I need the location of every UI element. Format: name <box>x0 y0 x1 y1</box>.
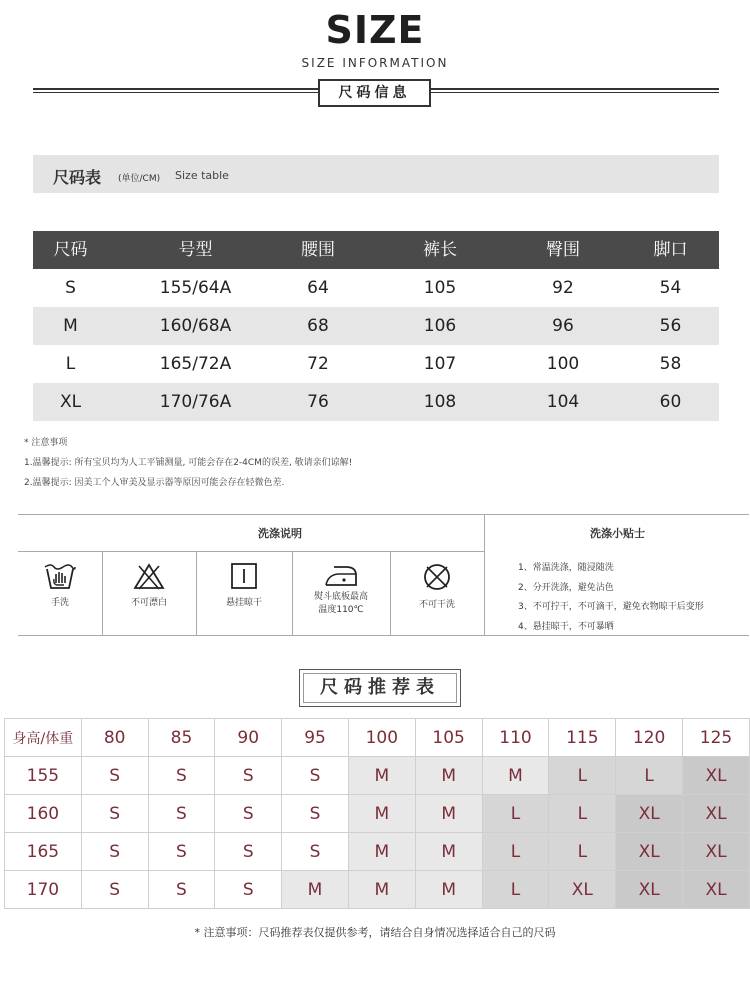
size-cell: L <box>549 795 616 833</box>
header-cell: 臀围 <box>546 240 580 260</box>
height-cell: 165 <box>5 833 82 871</box>
header-cell: 尺码 <box>53 240 88 260</box>
header-rule-left <box>33 88 318 93</box>
size-cell: S <box>81 871 148 909</box>
recommend-title-box <box>299 669 461 707</box>
height-cell: 155 <box>5 757 82 795</box>
header-cell: 脚口 <box>653 240 688 260</box>
size-cell: L <box>482 795 549 833</box>
table-cell: 96 <box>552 316 574 336</box>
table-cell: 108 <box>423 392 457 412</box>
weight-cell: 85 <box>148 719 215 757</box>
size-cell: S <box>215 795 282 833</box>
wash-section <box>18 514 749 636</box>
size-cell: S <box>148 757 215 795</box>
page-title: SIZE <box>325 8 425 52</box>
table-cell: 60 <box>659 392 682 412</box>
size-cell: M <box>282 871 349 909</box>
size-cell: S <box>282 757 349 795</box>
recommend-table <box>4 718 750 909</box>
size-cell: L <box>482 833 549 871</box>
height-cell: 170 <box>5 871 82 909</box>
note-line: 2.温馨提示: 因美工个人审美及显示器等原因可能会存在轻微色差. <box>24 478 285 488</box>
tip-line: 1、常温洗涤，随浸随洗 <box>518 563 614 573</box>
wash-item-label: 温度110℃ <box>318 605 364 615</box>
weight-cell: 100 <box>348 719 415 757</box>
size-table-unit: (单位/CM) <box>118 174 161 184</box>
tip-line: 2、分开洗涤，避免沾色 <box>518 582 614 593</box>
table-cell: 107 <box>423 354 457 374</box>
table-row <box>5 833 750 871</box>
table-row <box>33 307 719 345</box>
header-rule-right <box>431 88 719 93</box>
table-cell: 54 <box>659 278 682 298</box>
table-cell: 155/64A <box>159 278 232 298</box>
size-cell: L <box>549 757 616 795</box>
wash-tips-title: 洗涤小贴士 <box>590 527 645 540</box>
size-cell: S <box>215 871 282 909</box>
size-cell: M <box>415 833 482 871</box>
size-cell: XL <box>683 833 750 871</box>
tip-line: 4、悬挂晾干，不可暴晒 <box>518 621 614 632</box>
header-cell: 号型 <box>178 240 213 260</box>
size-cell: S <box>81 757 148 795</box>
table-row <box>5 871 750 909</box>
table-cell: S <box>65 278 76 298</box>
table-row <box>5 795 750 833</box>
table-header-row <box>5 719 750 757</box>
table-cell: 68 <box>307 316 329 336</box>
weight-cell: 80 <box>81 719 148 757</box>
recommend-title: 尺码推荐表 <box>320 677 440 698</box>
table-cell: 106 <box>423 316 457 336</box>
wash-item-label: 熨斗底板最高 <box>313 592 368 602</box>
size-cell: M <box>415 757 482 795</box>
table-cell: 76 <box>307 392 329 412</box>
header-cell: 腰围 <box>301 240 335 260</box>
weight-cell: 110 <box>482 719 549 757</box>
header-cell: 裤长 <box>423 240 457 260</box>
size-cell: S <box>215 757 282 795</box>
wash-item-label: 不可漂白 <box>130 598 167 608</box>
size-cell: S <box>148 795 215 833</box>
table-row <box>5 757 750 795</box>
table-cell: 64 <box>307 278 329 298</box>
size-cell: XL <box>616 833 683 871</box>
size-cell: L <box>616 757 683 795</box>
weight-cell: 125 <box>683 719 750 757</box>
table-cell: 170/76A <box>159 392 232 412</box>
note-line: 1.温馨提示: 所有宝贝均为人工平铺测量, 可能会存在2-4CM的误差, 敬请亲们谅解! <box>24 458 353 468</box>
weight-cell: 90 <box>215 719 282 757</box>
weight-cell: 120 <box>616 719 683 757</box>
table-cell: XL <box>59 392 82 412</box>
size-cell: L <box>482 871 549 909</box>
divider <box>484 515 485 635</box>
size-cell: S <box>81 833 148 871</box>
table-cell: L <box>65 354 76 374</box>
table-cell: M <box>63 316 78 336</box>
size-cell: XL <box>683 795 750 833</box>
size-cell: M <box>415 795 482 833</box>
iron-icon <box>322 561 360 589</box>
no-dry-clean-icon <box>421 561 453 593</box>
tip-line: 3、不可拧干，不可滴干，避免衣物晾干后变形 <box>518 602 704 612</box>
size-cell: XL <box>683 757 750 795</box>
wash-item <box>102 551 196 635</box>
table-cell: 58 <box>659 354 682 374</box>
wash-item <box>18 551 102 635</box>
size-cell: M <box>348 833 415 871</box>
note-line: * 注意事项 <box>24 438 68 448</box>
wash-title: 洗涤说明 <box>258 527 302 540</box>
wash-item <box>292 551 390 635</box>
size-table-title: 尺码表 <box>53 168 102 187</box>
height-cell: 160 <box>5 795 82 833</box>
table-row <box>33 269 719 307</box>
wash-tips <box>518 559 704 637</box>
table-cell: 100 <box>546 354 580 374</box>
weight-cell: 115 <box>549 719 616 757</box>
size-table-banner <box>33 155 719 193</box>
size-cell: XL <box>616 871 683 909</box>
size-cell: M <box>348 757 415 795</box>
wash-item-label: 悬挂晾干 <box>225 598 262 608</box>
table-cell: 104 <box>546 392 580 412</box>
size-cell: L <box>549 833 616 871</box>
size-table-header <box>33 231 719 269</box>
recommend-note: * 注意事项：尺码推荐表仅提供参考，请结合自身情况选择适合自己的尺码 <box>194 926 556 939</box>
table-row <box>33 383 719 421</box>
table-cell: 105 <box>423 278 457 298</box>
size-cell: S <box>148 871 215 909</box>
wash-item <box>196 551 292 635</box>
table-cell: 160/68A <box>159 316 232 336</box>
wash-item-label: 手洗 <box>50 598 69 608</box>
size-notes <box>24 433 352 493</box>
size-table <box>33 231 719 421</box>
size-cell: S <box>81 795 148 833</box>
size-cell: M <box>348 795 415 833</box>
table-cell: 165/72A <box>159 354 232 374</box>
size-cell: XL <box>549 871 616 909</box>
wash-item <box>390 551 484 635</box>
weight-cell: 105 <box>415 719 482 757</box>
size-cell: M <box>348 871 415 909</box>
size-cell: S <box>282 795 349 833</box>
table-cell: 56 <box>659 316 682 336</box>
page-subtitle: SIZE INFORMATION <box>301 56 449 70</box>
wash-item-label: 不可干洗 <box>418 600 455 610</box>
hand-wash-icon <box>42 561 78 591</box>
size-cell: M <box>482 757 549 795</box>
corner-cell: 身高/体重 <box>5 719 82 757</box>
size-cell: S <box>215 833 282 871</box>
size-cell: XL <box>683 871 750 909</box>
size-info-label: 尺码信息 <box>318 79 431 107</box>
hang-dry-icon <box>229 561 259 591</box>
size-cell: S <box>282 833 349 871</box>
table-row <box>33 345 719 383</box>
size-cell: XL <box>616 795 683 833</box>
table-cell: 72 <box>307 354 329 374</box>
no-bleach-icon <box>132 561 166 591</box>
title-frame <box>303 673 457 703</box>
size-cell: M <box>415 871 482 909</box>
size-table-title-en: Size table <box>175 169 229 182</box>
size-cell: S <box>148 833 215 871</box>
table-cell: 92 <box>552 278 574 298</box>
weight-cell: 95 <box>282 719 349 757</box>
